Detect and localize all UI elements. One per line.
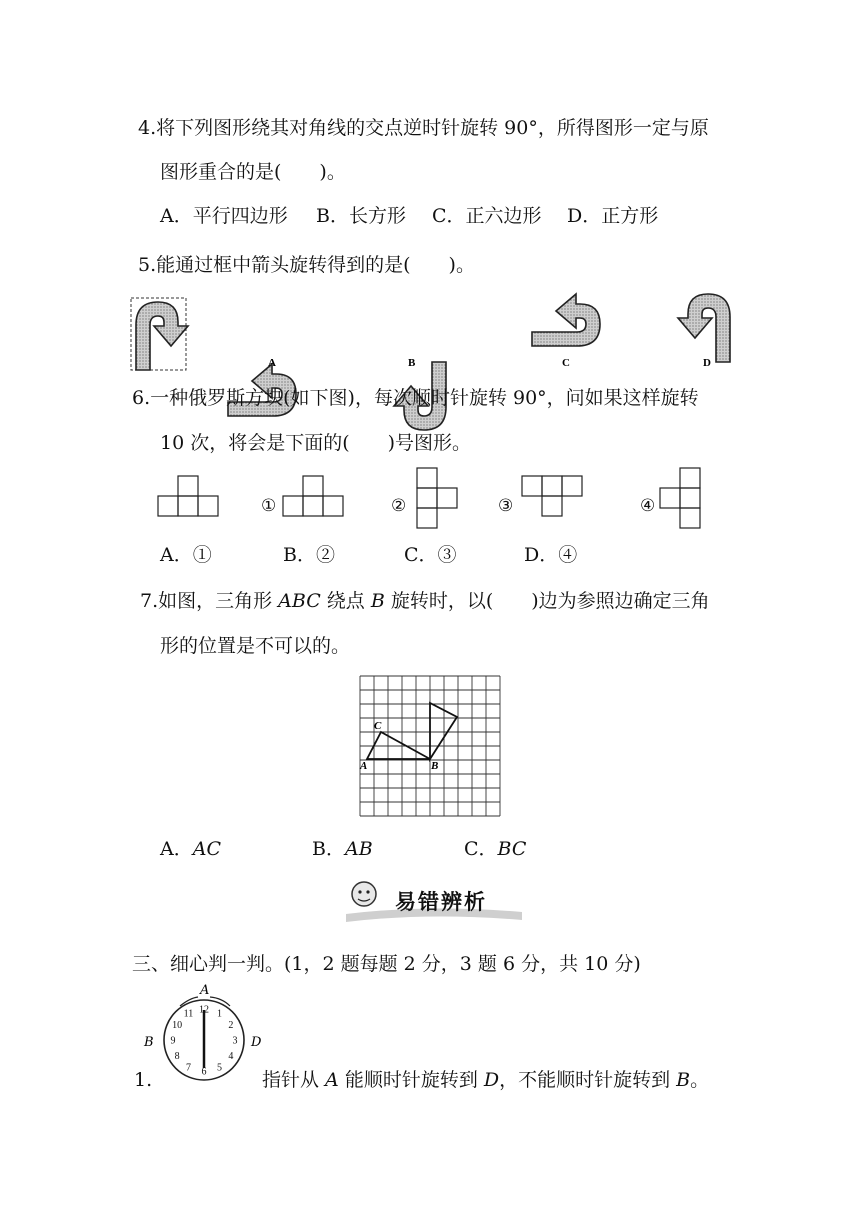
q7-grid-figure: [360, 676, 502, 818]
q4-option-a[interactable]: A．平行四边形: [160, 205, 288, 227]
grid-label-c: C: [374, 720, 382, 732]
clock-number: 8: [174, 1051, 180, 1062]
s3-q1-text: 指针从 A 能顺时针旋转到 D，不能顺时针旋转到 B。: [262, 1069, 710, 1091]
q6-figure-3[interactable]: [522, 476, 582, 516]
q6-mark-2: ②: [391, 496, 407, 516]
q6-mark-1: ①: [261, 496, 277, 516]
section3-title: 三、细心判一判。(1，2 题每题 2 分，3 题 6 分，共 10 分): [132, 953, 641, 975]
q6-line2: 10 次，将会是下面的( )号图形。: [160, 432, 472, 454]
q4-line1: 4.将下列图形绕其对角线的交点逆时针旋转 90°，所得图形一定与原: [138, 117, 709, 139]
clock-number: 5: [217, 1062, 222, 1074]
q4-line2: 图形重合的是( )。: [160, 161, 346, 183]
q7-line1: 7.如图，三角形 ABC 绕点 B 旋转时，以( )边为参照边确定三角: [140, 590, 710, 612]
q5-arrow-figures: [0, 286, 860, 386]
section-badge: 易错辨析: [395, 890, 487, 914]
clock-number: 12: [199, 1004, 209, 1016]
q6-figure-1[interactable]: [283, 476, 343, 516]
s3-q1-number: 1.: [134, 1069, 153, 1091]
clock-label-b: B: [144, 1035, 154, 1050]
q5-label-a: A: [268, 357, 276, 369]
q6-figure-2[interactable]: [417, 468, 457, 528]
clock-number: 11: [183, 1008, 194, 1020]
clock-label-a: A: [200, 983, 210, 998]
grid-label-b: B: [431, 760, 439, 772]
q6-mark-4: ④: [640, 496, 656, 516]
q5-arrow-c[interactable]: [532, 294, 600, 346]
q4-option-c[interactable]: C．正六边形: [432, 205, 542, 227]
q5-line1: 5.能通过框中箭头旋转得到的是( )。: [138, 254, 475, 276]
grid-label-a: A: [360, 760, 368, 772]
q5-arrow-d[interactable]: [678, 294, 730, 362]
q6-figure-4[interactable]: [660, 468, 700, 528]
q6-option-b[interactable]: B．②: [283, 544, 335, 566]
clock-number: 3: [232, 1035, 238, 1047]
clock-number: 9: [170, 1035, 176, 1047]
q4-option-b[interactable]: B．长方形: [316, 205, 406, 227]
mascot-icon: [352, 882, 376, 906]
q6-tetromino-figures: [0, 464, 860, 534]
q7-option-c[interactable]: C．BC: [464, 838, 527, 860]
clock-number: 4: [228, 1051, 234, 1062]
q5-label-c: C: [562, 357, 570, 369]
q6-mark-3: ③: [498, 496, 514, 516]
clock-number: 6: [201, 1066, 207, 1078]
clock-label-d: D: [251, 1035, 262, 1050]
q5-label-b: B: [408, 357, 416, 369]
triangle-abc: [367, 732, 430, 759]
q4-option-d[interactable]: D．正方形: [567, 205, 659, 227]
q5-label-d: D: [703, 357, 711, 369]
clock-number: 2: [228, 1020, 234, 1031]
q5-original-arrow: [136, 302, 188, 370]
q7-option-b[interactable]: B．AB: [312, 838, 373, 860]
clock-number: 1: [217, 1008, 222, 1020]
q7-option-a[interactable]: A．AC: [160, 838, 221, 860]
q6-option-a[interactable]: A．①: [160, 544, 212, 566]
q6-line1: 6.一种俄罗斯方块(如下图)，每次顺时针旋转 90°，问如果这样旋转: [132, 387, 699, 409]
clock-number: 7: [186, 1062, 191, 1074]
q6-option-c[interactable]: C．③: [404, 544, 457, 566]
q7-line2: 形的位置是不可以的。: [160, 635, 351, 657]
clock-figure: [140, 982, 270, 1092]
q6-original: [158, 476, 218, 516]
rotated-triangle: [430, 703, 457, 759]
q6-option-d[interactable]: D．④: [524, 544, 578, 566]
clock-number: 10: [172, 1020, 183, 1031]
